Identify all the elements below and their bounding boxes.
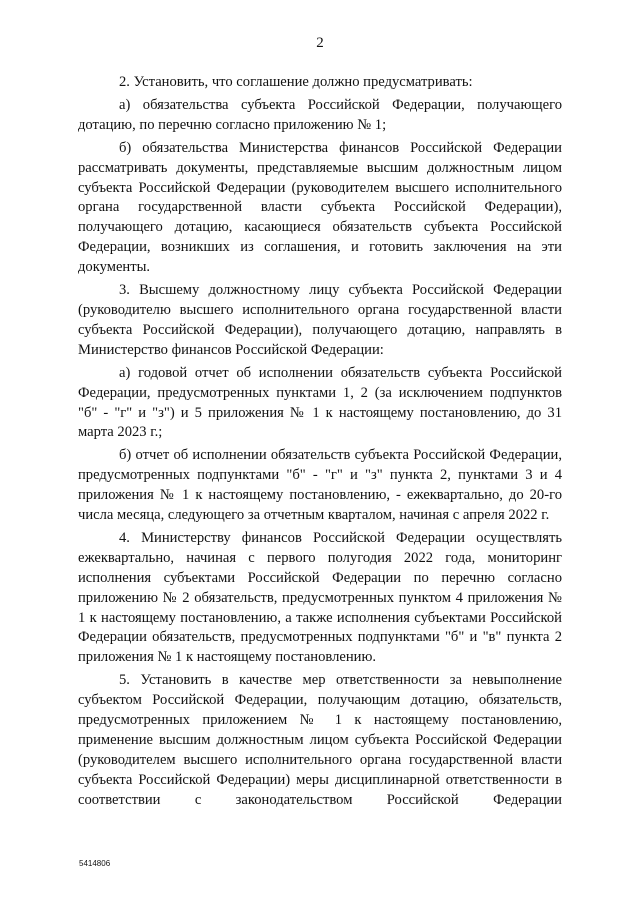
paragraph-subitem-2b: б) обязательства Министерства финансов Российской Федерации рассматривать документы, представляемые высшим должностным лицом субъекта Российской Федерации (руководителем высшего исполнительного органа государственной власти субъекта Российской Федерации), получающего дотацию, касающиеся обязательств субъекта Российской Федерации, возникших из соглашения, и готовить заключения на эти документы. [78,139,562,276]
paragraph-subitem-3a: а) годовой отчет об исполнении обязательств субъекта Российской Федерации, предусмотренных пунктами 1, 2 (за исключением подпунктов "б" - "г" и "з") и 5 приложения № 1 к настоящему постановлению, до 31 марта 2023 г.; [78,364,562,441]
paragraph-subitem-3b: б) отчет об исполнении обязательств субъекта Российской Федерации, предусмотренных подпунктами "б" - "г" и "з" пункта 2, пунктами 3 и 4 приложения № 1 к настоящему постановлению, - ежеквартально, до 20-го числа месяца, следующего за отчетным кварталом, начиная с апреля 2022 г. [78,447,562,524]
paragraph-item-4: 4. Министерству финансов Российской Федерации осуществлять ежеквартально, начиная с первого полугодия 2022 года, мониторинг исполнения субъектами Российской Федерации по перечню согласно приложению № 2 обязательств, предусмотренных пунктом 4 приложения № 1 к настоящему постановлению, а также исполнения субъектами Российской Федерации обязательств, предусмотренных подпунктами "б" и "в" пункта 2 приложения № 1 к настоящему постановлению. [78,529,562,666]
paragraph-item-3: 3. Высшему должностному лицу субъекта Российской Федерации (руководителю высшего исполнительного органа государственной власти субъекта Российской Федерации), получающего дотацию, направлять в Министерство финансов Российской Федерации: [78,282,562,358]
page-number: 2 [316,35,324,51]
paragraph-subitem-2a: а) обязательства субъекта Российской Федерации, получающего дотацию, по перечню согласно приложению № 1; [78,96,562,133]
document-code: 5414806 [79,859,111,868]
document-body [78,73,562,814]
paragraph-item-5: 5. Установить в качестве мер ответственности за невыполнение субъектом Российской Федерации, получающим дотацию, обязательств, предусмотренных приложением № 1 к настоящему постановлению, применение высшим должностным лицом субъекта Российской Федерации (руководителем высшего исполнительного органа государственной власти субъекта Российской Федерации) меры дисциплинарной ответственности в соответствии с законодательством Российской Федерации [78,672,562,808]
paragraph-item-2: 2. Установить, что соглашение должно предусматривать: [119,74,473,90]
